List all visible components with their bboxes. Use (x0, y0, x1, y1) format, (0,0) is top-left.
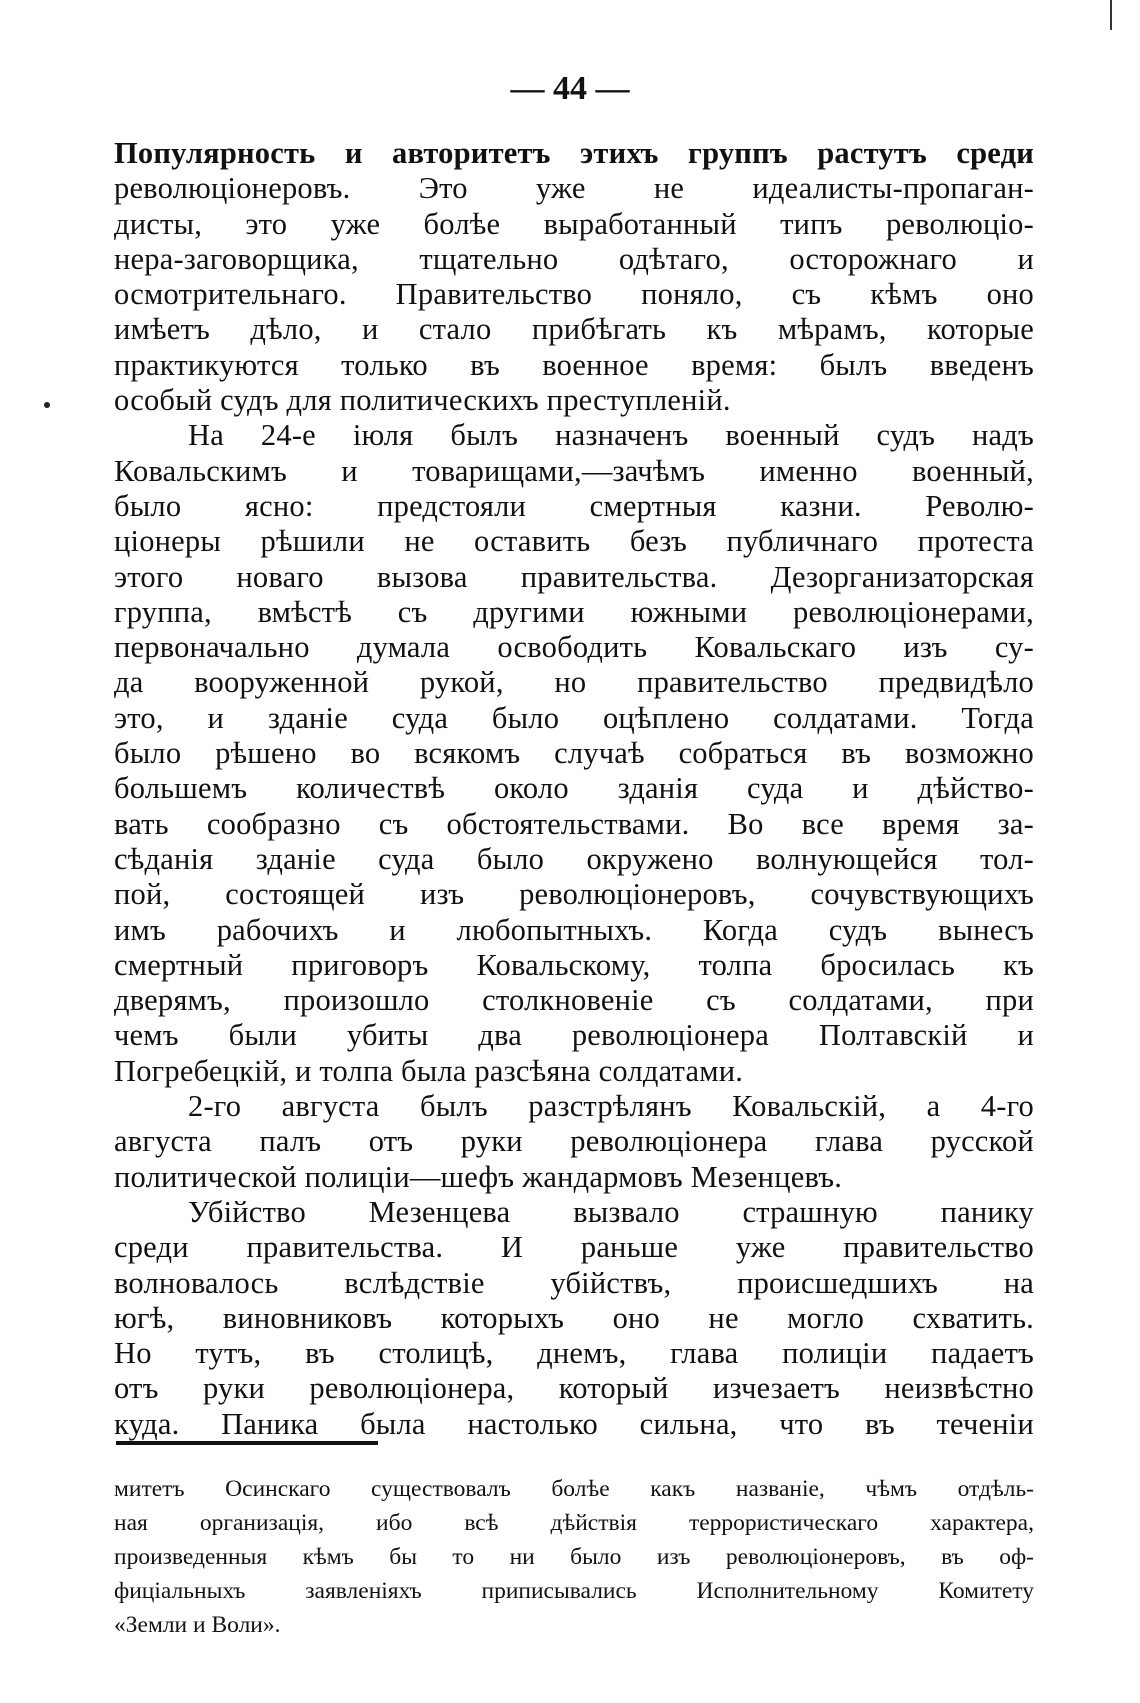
text-line: пой, состоящей изъ революціонеровъ, сочувствующихъ (114, 877, 1034, 912)
text-line: было ясно: предстояли смертныя казни. Револю- (114, 488, 1034, 523)
text-line: отъ руки революціонера, который изчезаетъ неизвѣстно (114, 1371, 1034, 1406)
text-line: чемъ были убиты два революціонера Полтавскій и (114, 1018, 1034, 1053)
text-line: среди правительства. И раньше уже правительство (114, 1230, 1034, 1265)
footnote-divider (116, 1441, 378, 1445)
text-line: Погребецкій, и толпа была разсѣяна солдатами. (114, 1053, 744, 1088)
text-line: На 24-е іюля былъ назначенъ военный судъ надъ (188, 418, 1034, 453)
text-line: Ковальскимъ и товарищами,—зачѣмъ именно военный, (114, 453, 1034, 488)
text-line: большемъ количествѣ около зданія суда и дѣйство- (114, 771, 1034, 806)
text-line: было рѣшено во всякомъ случаѣ собраться въ возможно (114, 736, 1034, 771)
page-number: — 44 — (510, 70, 630, 107)
text-line: ціонеры рѣшили не оставить безъ публичнаго протеста (114, 524, 1034, 559)
margin-dot (44, 402, 50, 408)
footnote-line: ная организація, ибо всѣ дѣйствія террористическаго характера, (114, 1510, 1034, 1536)
text-line: августа палъ отъ руки революціонера глава русской (114, 1124, 1034, 1159)
text-line: осмотрительнаго. Правительство поняло, съ кѣмъ оно (114, 277, 1034, 312)
main-text (114, 136, 1034, 1442)
text-line: нера-заговорщика, тщательно одѣтаго, осторожнаго и (114, 241, 1034, 276)
footnote-line: фиціальныхъ заявленіяхъ приписывались Исполнительному Комитету (114, 1578, 1034, 1604)
text-line: смертный приговоръ Ковальскому, толпа бросилась къ (114, 947, 1034, 982)
text-line: 2-го августа былъ разстрѣлянъ Ковальскій, а 4-го (188, 1089, 1034, 1124)
text-line: дисты, это уже болѣе выработанный типъ революціо- (114, 206, 1034, 241)
footnote-line: «Земли и Воли». (114, 1612, 281, 1638)
text-line: этого новаго вызова правительства. Дезорганизаторская (114, 559, 1034, 594)
text-line: да вооруженной рукой, но правительство предвидѣло (114, 665, 1034, 700)
footnote-line: митетъ Осинскаго существовалъ болѣе какъ названіе, чѣмъ отдѣль- (114, 1476, 1034, 1502)
text-line: практикуются только въ военное время: былъ введенъ (114, 347, 1034, 382)
text-line: первоначально думала освободить Ковальскаго изъ су- (114, 630, 1034, 665)
text-line: особый судъ для политическихъ преступленій. (114, 383, 731, 418)
text-line: группа, вмѣстѣ съ другими южными революціонерами, (114, 594, 1034, 629)
page-edge-mark (1110, 0, 1112, 30)
text-line: Но тутъ, въ столицѣ, днемъ, глава полиціи падаетъ (114, 1336, 1034, 1371)
text-line: вать сообразно съ обстоятельствами. Во все время за- (114, 806, 1034, 841)
text-line: куда. Паника была настолько сильна, что въ теченіи (114, 1406, 1034, 1441)
text-line: сѣданія зданіе суда было окружено волнующейся тол- (114, 841, 1034, 876)
text-line: имъ рабочихъ и любопытныхъ. Когда судъ вынесъ (114, 912, 1034, 947)
text-line: Популярность и авторитетъ этихъ группъ растутъ среди (114, 136, 1034, 170)
text-line: революціонеровъ. Это уже не идеалисты-пропаган- (114, 171, 1034, 206)
text-line: политической полиціи—шефъ жандармовъ Мезенцевъ. (114, 1159, 843, 1194)
text-line: дверямъ, произошло столкновеніе съ солдатами, при (114, 983, 1034, 1018)
text-line: имѣетъ дѣло, и стало прибѣгать къ мѣрамъ, которые (114, 312, 1034, 347)
text-line: волновалось вслѣдствіе убійствъ, происшедшихъ на (114, 1265, 1034, 1300)
footnote-line: произведенныя кѣмъ бы то ни было изъ революціонеровъ, въ оф- (114, 1544, 1034, 1570)
footnote (114, 1472, 1034, 1642)
text-line: Убійство Мезенцева вызвало страшную панику (188, 1194, 1034, 1229)
text-line: югѣ, виновниковъ которыхъ оно не могло схватить. (114, 1300, 1034, 1335)
text-line: это, и зданіе суда было оцѣплено солдатами. Тогда (114, 700, 1034, 735)
